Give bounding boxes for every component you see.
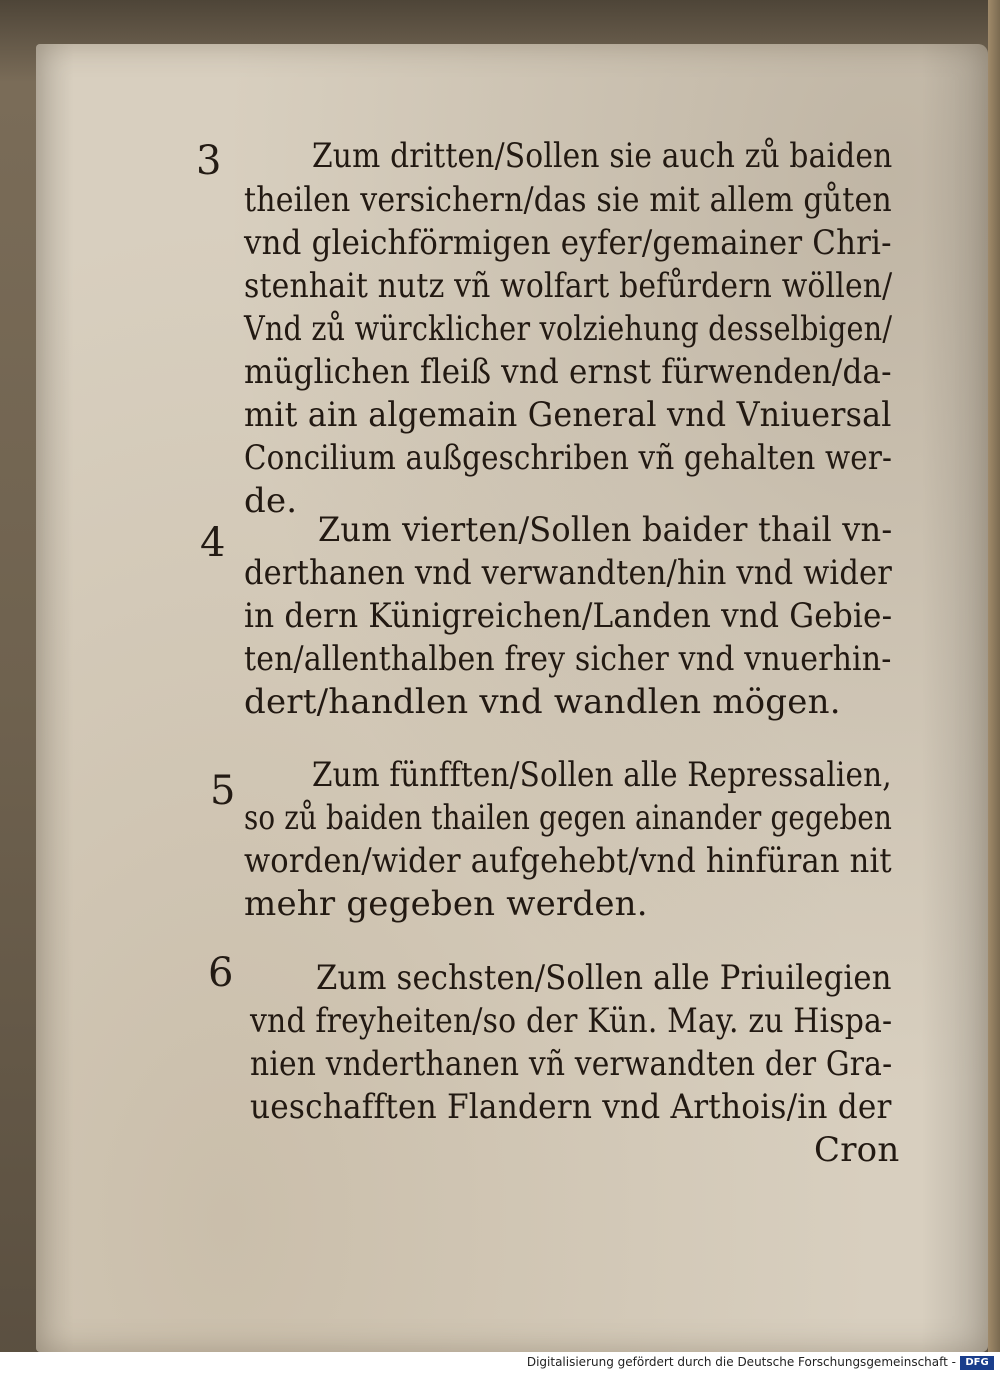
text-line: stenhait nutz vñ wolfart befůrdern wöllen/ (244, 266, 893, 306)
text-line: derthanen vnd verwandten/hin vnd wider (244, 553, 892, 593)
page-edge (988, 0, 1000, 1374)
text-line: Zum fünfften/Sollen alle Repressalien, (312, 755, 892, 795)
text-line: ten/allenthalben frey sicher vnd vnuerhin- (244, 639, 892, 679)
text-line: so zů baiden thailen gegen ainander gegeben (244, 798, 893, 838)
catchword: Cron (814, 1130, 900, 1170)
text-line: Zum sechsten/Sollen alle Priuilegien (316, 958, 892, 998)
text-line: mehr gegeben werden. (244, 884, 648, 924)
paragraph-number: 6 (208, 950, 234, 996)
text-line: vnd freyheiten/so der Kün. May. zu Hispa- (250, 1001, 893, 1041)
text-line: vnd gleichförmigen eyfer/gemainer Chri- (244, 223, 892, 263)
text-line: theilen versichern/das sie mit allem gůten (244, 180, 892, 220)
text-line: de. (244, 481, 298, 521)
text-line: in dern Künigreichen/Landen vnd Gebie- (244, 596, 893, 636)
text-line: müglichen fleiß vnd ernst fürwenden/da- (244, 352, 892, 392)
text-line: Zum vierten/Sollen baider thail vn- (318, 510, 893, 550)
footer-bar (0, 1352, 1000, 1374)
text-line: Vnd zů würcklicher volziehung desselbigen/ (244, 309, 893, 349)
text-line: worden/wider aufgehebt/vnd hinfüran nit (244, 841, 892, 881)
text-line: mit ain algemain General vnd Vniuersal (244, 395, 892, 435)
paragraph-number: 3 (196, 138, 222, 184)
paragraph-number: 4 (200, 520, 226, 566)
text-line: Concilium außgeschriben vñ gehalten wer- (244, 438, 893, 478)
text-line: Zum dritten/Sollen sie auch zů baiden (312, 136, 893, 176)
text-line: ueschafften Flandern vnd Arthois/in der (250, 1087, 892, 1127)
funding-notice: Digitalisierung gefördert durch die Deutsche Forschungsgemeinschaft - (526, 1355, 956, 1369)
text-line: dert/handlen vnd wandlen mögen. (244, 682, 841, 722)
text-line: nien vnderthanen vñ verwandten der Gra- (250, 1044, 893, 1084)
paragraph-number: 5 (210, 768, 236, 814)
dfg-logo: DFG (960, 1356, 994, 1370)
